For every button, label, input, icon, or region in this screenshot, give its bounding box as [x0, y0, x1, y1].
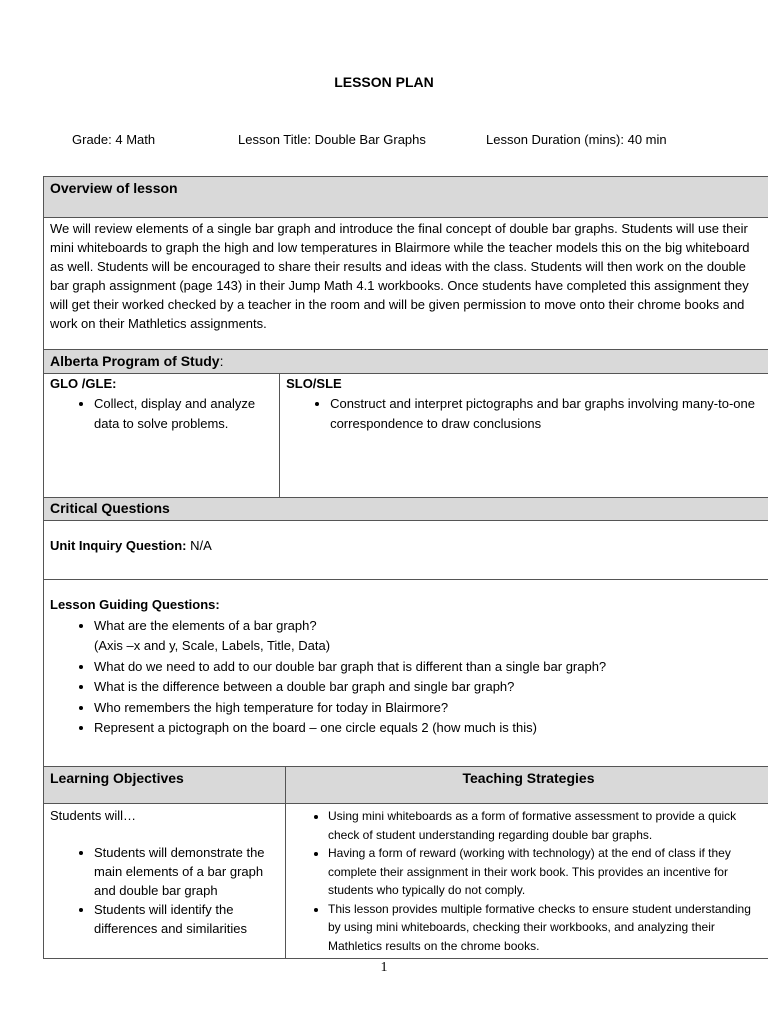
critical-header-row [44, 498, 768, 521]
guiding-question-item: • What is the difference between a double bar graph and single bar graph? [94, 677, 765, 698]
slo-label: SLO/SLE [286, 376, 342, 391]
lesson-duration-label: Lesson Duration (mins): 40 min [486, 132, 667, 147]
strategies-heading: Teaching Strategies [462, 770, 595, 786]
program-heading-colon: : [219, 353, 224, 369]
guiding-question-item: • What do we need to add to our double bar graph that is different than a single bar graph? [94, 657, 765, 678]
guiding-question-item: • Represent a pictograph on the board – one circle equals 2 (how much is this) [94, 718, 765, 739]
glo-label: GLO /GLE: [50, 376, 117, 391]
lesson-title-label: Lesson Title: Double Bar Graphs [238, 132, 426, 147]
lesson-plan-table [43, 176, 768, 959]
strategy-item: • Using mini whiteboards as a form of formative assessment to provide a quick check of student understanding regarding double bar graphs. [328, 807, 765, 844]
objective-item: • Students will demonstrate the main elements of a bar graph and double bar graph [94, 843, 279, 900]
unit-inquiry-row [44, 521, 768, 580]
overview-heading: Overview of lesson [50, 180, 178, 196]
slo-list [286, 394, 765, 434]
critical-heading: Critical Questions [50, 500, 170, 516]
program-header-row [44, 350, 768, 374]
grade-label: Grade: 4 Math [72, 132, 156, 147]
unit-inquiry-value: N/A [186, 538, 212, 553]
overview-text: We will review elements of a single bar graph and introduce the final concept of double bar graphs. Students will use their mini whiteboards to graph the high and low temperatures in Blairmore while the teacher models this on the big whiteboard as well. Students will be encouraged to share their results and ideas with the class. Students will then work on the double bar graph assignment (page 143) in their Jump Math 4.1 workbooks. Once students have completed this assignment they will get their worked checked by a teacher in the room and will be given permission to move onto their chrome books and work on their Mathletics assignments. [50, 221, 750, 331]
glo-list [50, 394, 273, 434]
glo-item: • Collect, display and analyze data to solve problems. [94, 394, 273, 434]
objectives-strategies-body-row [44, 804, 768, 959]
guiding-label: Lesson Guiding Questions: [50, 597, 220, 612]
objectives-intro: Students will… [50, 808, 136, 823]
guiding-list [50, 616, 765, 739]
overview-header-row [44, 177, 768, 218]
guiding-question-item [94, 616, 765, 657]
overview-body-row [44, 218, 768, 350]
page-number: 1 [380, 960, 388, 975]
guiding-question-subtext: (Axis –x and y, Scale, Labels, Title, Data) [94, 638, 331, 653]
objectives-heading: Learning Objectives [50, 770, 184, 786]
unit-inquiry-label: Unit Inquiry Question: [50, 538, 187, 553]
page-title: LESSON PLAN [334, 74, 434, 90]
program-body-row [44, 374, 768, 498]
objective-item: • Students will identify the differences and similarities [94, 900, 279, 938]
guiding-questions-row [44, 580, 768, 767]
program-heading: Alberta Program of Study [50, 353, 220, 369]
strategy-item: • Having a form of reward (working with technology) at the end of class if they complete their assignment in their work book. This provides an incentive for students who typically do not comply. [328, 844, 765, 900]
objectives-strategies-header-row [44, 767, 768, 804]
strategies-list [292, 807, 765, 955]
guiding-question-item: • Who remembers the high temperature for today in Blairmore? [94, 698, 765, 719]
slo-item: • Construct and interpret pictographs and bar graphs involving many-to-one correspondence to draw conclusions [330, 394, 765, 434]
objectives-list [50, 843, 279, 938]
guiding-question-text: What are the elements of a bar graph? [94, 617, 317, 633]
strategy-item: • This lesson provides multiple formative checks to ensure student understanding by using mini whiteboards, checking their workbooks, and analyzing their Mathletics results on the chrome books. [328, 900, 765, 956]
